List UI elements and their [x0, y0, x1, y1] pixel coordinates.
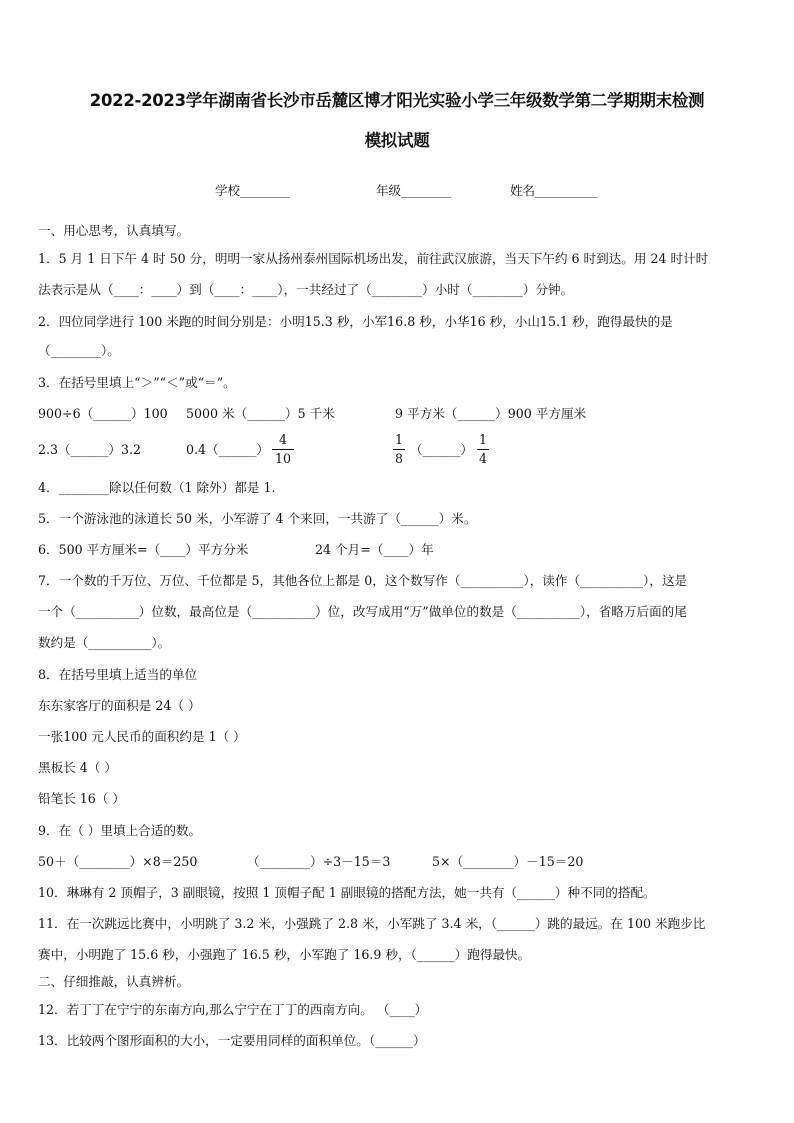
question-8-item-2: 一张100 元人民币的面积约是 1（ ）	[38, 729, 246, 744]
question-9-b: （________）÷3－15＝3	[247, 854, 391, 869]
question-2-line-1: 2．四位同学进行 100 米跑的时间分别是：小明15.3 秒，小军16.8 秒，小华16 秒，小山15.1 秒，跑得最快的是	[38, 314, 673, 329]
question-9-a: 50＋（________）×8＝250	[38, 854, 198, 869]
question-11-line-1: 11．在一次跳远比赛中，小明跳了 3.2 米，小强跳了 2.8 米，小军跳了 3.4 米，（______）跳的最远。在 100 米跑步比	[38, 916, 706, 931]
school-field: 学校________	[215, 183, 291, 198]
question-5: 5．一个游泳池的泳道长 50 米，小军游了 4 个来回，一共游了（______）米。	[38, 511, 477, 526]
fraction-bar	[477, 449, 489, 450]
question-8-item-4: 铅笔长 16（ ）	[38, 791, 126, 806]
question-8-prompt: 8．在括号里填上适当的单位	[38, 667, 198, 682]
question-9-prompt: 9．在（ ）里填上合适的数。	[38, 823, 202, 838]
q3-compare-3: 9 平方米（______）900 平方厘米	[395, 406, 587, 421]
fraction-denominator: 10	[274, 451, 292, 466]
question-8-item-1: 东东家客厅的面积是 24（ ）	[38, 698, 201, 713]
page-title: 2022-2023学年湖南省长沙市岳麓区博才阳光实验小学三年级数学第二学期期末检测	[89, 91, 705, 110]
question-7-line-2: 一个（__________）位数，最高位是（__________）位，改写成用“万”做单位的数是（__________），省略万后面的尾	[38, 604, 687, 619]
fraction-denominator: 8	[394, 451, 403, 466]
q3-compare-6-blank: （______）	[410, 442, 473, 457]
fraction-numerator: 1	[478, 432, 487, 447]
q3-compare-5: 0.4（______）	[186, 442, 269, 457]
section-heading-2: 二、仔细推敲，认真辨析。	[38, 974, 190, 989]
question-1-line-2: 法表示是从（____：____）到（____：____），一共经过了（________）小时（________）分钟。	[38, 282, 574, 297]
question-12: 12．若丁丁在宁宁的东南方向,那么宁宁在丁丁的西南方向。 （____）	[38, 1002, 428, 1017]
fraction-numerator: 4	[278, 432, 287, 447]
fraction-bar	[272, 449, 294, 450]
question-8-item-3: 黑板长 4（ ）	[38, 760, 117, 775]
grade-field: 年级________	[376, 183, 452, 198]
fraction-denominator: 4	[478, 451, 487, 466]
question-7-line-3: 数约是（__________）。	[38, 635, 171, 650]
q3-compare-1: 900÷6（______）100	[38, 406, 168, 421]
question-9-c: 5×（________）－15＝20	[432, 854, 584, 869]
fraction-4-10	[272, 433, 294, 466]
fraction-bar	[393, 449, 405, 450]
fraction-numerator: 1	[394, 432, 403, 447]
name-field: 姓名__________	[510, 183, 598, 198]
question-3-prompt: 3．在括号里填上“＞”“＜”或“＝”。	[38, 375, 236, 390]
fraction-1-8	[393, 433, 405, 466]
question-6-a: 6．500 平方厘米=（____）平方分米	[38, 542, 249, 557]
question-13: 13．比较两个图形面积的大小，一定要用同样的面积单位。（______）	[38, 1033, 426, 1048]
q3-compare-4: 2.3（______）3.2	[38, 442, 142, 457]
question-4: 4．________除以任何数（1 除外）都是 1.	[38, 480, 276, 495]
q3-compare-2: 5000 米（______）5 千米	[186, 406, 335, 421]
question-7-line-1: 7．一个数的千万位、万位、千位都是 5，其他各位上都是 0，这个数写作（__________），读作（__________），这是	[38, 573, 688, 588]
section-heading-1: 一、用心思考，认真填写。	[38, 223, 190, 238]
question-1-line-1: 1．5 月 1 日下午 4 时 50 分，明明一家从扬州泰州国际机场出发，前往武汉旅游，当天下午约 6 时到达。用 24 时计时	[38, 251, 709, 266]
question-2-line-2: （________）。	[38, 343, 120, 358]
fraction-1-4	[477, 433, 489, 466]
page-title-continued: 模拟试题	[364, 131, 430, 150]
question-10: 10．琳琳有 2 顶帽子，3 副眼镜，按照 1 顶帽子配 1 副眼镜的搭配方法，她一共有（______）种不同的搭配。	[38, 885, 656, 900]
question-6-b: 24 个月=（____）年	[315, 542, 434, 557]
question-11-line-2: 赛中，小明跑了 15.6 秒，小强跑了 16.5 秒，小军跑了 16.9 秒，（______）跑得最快。	[38, 947, 531, 962]
